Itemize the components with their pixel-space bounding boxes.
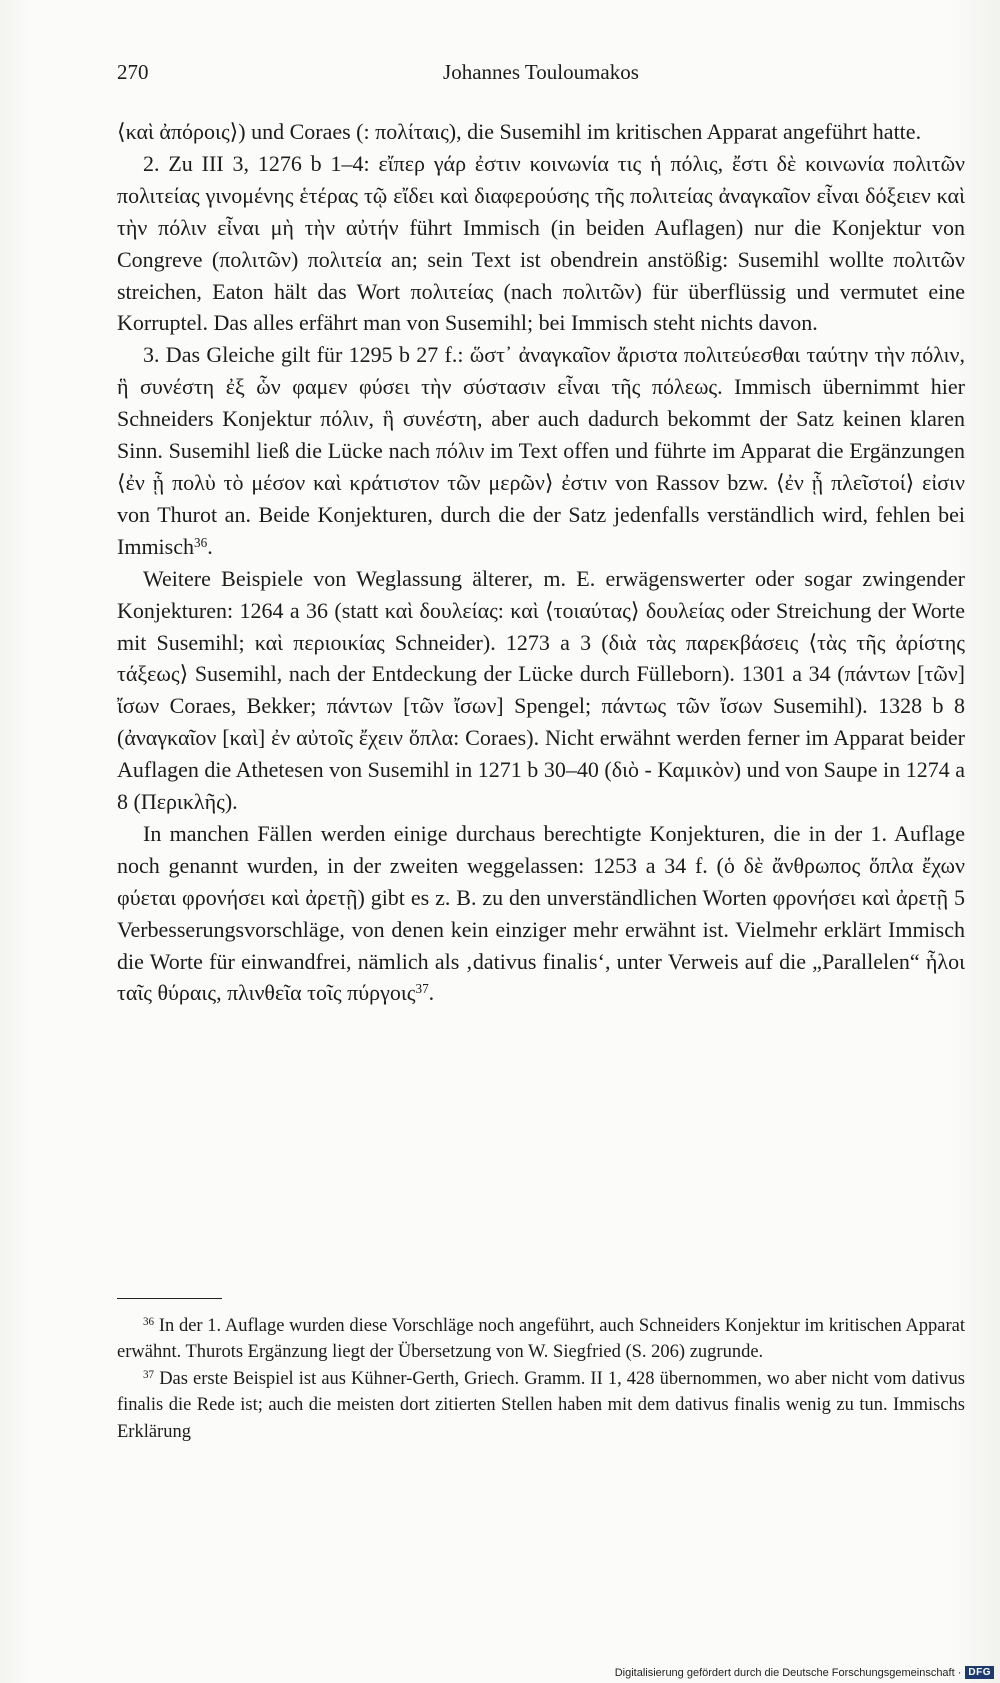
footnote-number: 36 — [143, 1315, 155, 1328]
footnote-37 — [117, 1366, 965, 1445]
footnote-divider — [117, 1298, 222, 1299]
page-number: 270 — [117, 60, 149, 84]
paragraph-continuation: ⟨καὶ ἀπόροις⟩) und Coraes (: πολίταις), die Susemihl im kritischen Apparat angeführt hatte. — [117, 119, 922, 144]
main-text — [117, 116, 965, 1009]
footnote-ref[interactable]: 37 — [415, 981, 429, 997]
paragraph-text: 3. Das Gleiche gilt für 1295 b 27 f.: ὥστ᾽ ἀναγκαῖον ἄριστα πολιτεύεσθαι ταύτην τὴν πόλιν, ἣ συνέστη ἐξ ὧν φαμεν φύσει τὴν σύστασιν εἶναι τῆς πόλεως. Immisch übernimmt hier Schneiders Konjektur πόλιν, ἣ συνέστη, aber auch dadurch bekommt der Satz keinen klaren Sinn. Susemihl ließ die Lücke nach πόλιν im Text offen und führte im Apparat die Ergänzungen ⟨ἐν ᾗ πολὺ τὸ μέσον καὶ κράτιστον τῶν μερῶν⟩ ἐστιν von Rassov bzw. ⟨ἐν ᾗ πλεῖστοί⟩ εἰσιν von Thurot an. Beide Konjekturen, durch die der Satz jedenfalls verständlich wird, fehlen bei Immisch — [117, 342, 965, 559]
digitization-credit: Digitalisierung gefördert durch die Deutsche Forschungsgemeinschaft · — [614, 1666, 962, 1679]
paragraph-cases: In manchen Fällen werden einige durchaus berechtigte Konjekturen, die in der 1. Auflage noch genannt wurden, in der zweiten weggelassen: 1253 a 34 f. (ὁ δὲ ἄνθρωπος ὅπλα ἔχων φύεται φρονήσει καὶ ἀρετῇ) gibt es z. B. zu den unverständlichen Worten φρονήσει καὶ ἀρετῇ 5 Verbesserungsvorschläge, von denen kein einziger mehr erwähnt ist. Vielmehr erklärt Immisch die Worte für einwandfrei, nämlich als ‚dativus finalis‘, unter Verweis auf die „Parallelen“ ἧλοι ταῖς θύραις, πλινθεῖα τοῖς πύργοις$^{37}$. — [117, 820, 965, 1006]
footnote-number: 37 — [143, 1368, 155, 1381]
running-title: Johannes Touloumakos — [443, 60, 639, 84]
footnote-ref[interactable]: 36 — [194, 534, 208, 550]
paragraph-item-3: 3. Das Gleiche gilt für 1295 b 27 f.: ὥστ᾽ ἀναγκαῖον ἄριστα πολιτεύεσθαι ταύτην τὴν πόλιν, ἣ συνέστη ἐξ ὧν φαμεν φύσει τὴν σύστασιν εἶναι τῆς πόλεως. Immisch übernimmt hier Schneiders Konjektur πόλιν, ἣ συνέστη, aber auch dadurch bekommt der Satz keinen klaren Sinn. Susemihl ließ die Lücke nach πόλιν im Text offen und führte im Apparat die Ergänzungen ⟨ἐν ᾗ πολὺ τὸ μέσον καὶ κράτιστον τῶν μερῶν⟩ ἐστιν von Rassov bzw. ⟨ἐν ᾗ πλεῖστοί⟩ εἰσιν von Thurot an. Beide Konjekturen, durch die der Satz jedenfalls verständlich wird, fehlen bei Immisch$^{36}$. — [117, 342, 965, 559]
dfg-logo-icon: DFG — [965, 1666, 994, 1679]
footnote-text: In der 1. Auflage wurden diese Vorschläge noch angeführt, auch Schneiders Konjektur im kritischen Apparat erwähnt. Thurots Ergänzung liegt der Übersetzung von W. Siegfried (S. 206) zugrunde. — [117, 1316, 966, 1363]
digitization-footer — [615, 1666, 994, 1679]
footnote-36 — [117, 1313, 965, 1366]
paragraph-examples: Weitere Beispiele von Weglassung älterer, m. E. erwägenswerter oder sogar zwingender Konjekturen: 1264 a 36 (statt καὶ δουλείας: καὶ ⟨τοιαύτας⟩ δουλείας oder Streichung der Worte mit Susemihl; καὶ περιοικίας Schneider). 1273 a 3 (διὰ τὰς παρεκβάσεις ⟨τὰς τῆς ἀρίστης τάξεως⟩ Susemihl, nach der Entdeckung der Lücke durch Fülleborn). 1301 a 34 (πάντων [τῶν] ἴσων Coraes, Bekker; πάντων [τῶν ἴσων] Spengel; πάντως τῶν ἴσων Susemihl). 1328 b 8 (ἀναγκαῖον [καὶ] ἐν αὐτοῖς ἔχειν ὅπλα: Coraes). Nicht erwähnt werden ferner im Apparat beider Auflagen die Athetesen von Susemihl in 1271 b 30–40 (διὸ - Καμικὸν) und von Saupe in 1274 a 8 (Περικλῆς). — [117, 565, 965, 815]
footnotes — [117, 1313, 965, 1445]
footnote-text: Das erste Beispiel ist aus Kühner-Gerth, Griech. Gramm. II 1, 428 übernommen, wo aber nicht vom dativus finalis die Rede ist; auch die meisten dort zitierten Stellen haben mit dem dativus finalis wenig zu tun. Immischs Erklärung — [117, 1368, 966, 1442]
paragraph-text: In manchen Fällen werden einige durchaus berechtigte Konjekturen, die in der 1. Auflage noch genannt wurden, in der zweiten weggelassen: 1253 a 34 f. (ὁ δὲ ἄνθρωπος ὅπλα ἔχων φύεται φρονήσει καὶ ἀρετῇ) gibt es z. B. zu den unverständlichen Worten φρονήσει καὶ ἀρετῇ 5 Verbesserungsvorschläge, von denen kein einziger mehr erwähnt ist. Vielmehr erklärt Immisch die Worte für einwandfrei, nämlich als ‚dativus finalis‘, unter Verweis auf die „Parallelen“ ἧλοι ταῖς θύραις, πλινθεῖα τοῖς πύργοις — [117, 820, 965, 1006]
paragraph-item-2: 2. Zu III 3, 1276 b 1–4: εἴπερ γάρ ἐστιν κοινωνία τις ἡ πόλις, ἔστι δὲ κοινωνία πολιτῶν πολιτείας γινομένης ἑτέρας τῷ εἴδει καὶ διαφερούσης τῆς πολιτείας ἀναγκαῖον εἶναι δόξειεν καὶ τὴν πόλιν εἶναι μὴ τὴν αὐτήν führt Immisch (in beiden Auflagen) nur die Konjektur von Congreve (πολιτῶν) πολιτεία an; sein Text ist obendrein anstößig: Susemihl wollte πολιτῶν streichen, Eaton hält das Wort πολιτείας (nach πολιτῶν) für überflüssig und vermutet eine Korruptel. Das alles erfährt man von Susemihl; bei Immisch steht nichts davon. — [117, 150, 965, 336]
